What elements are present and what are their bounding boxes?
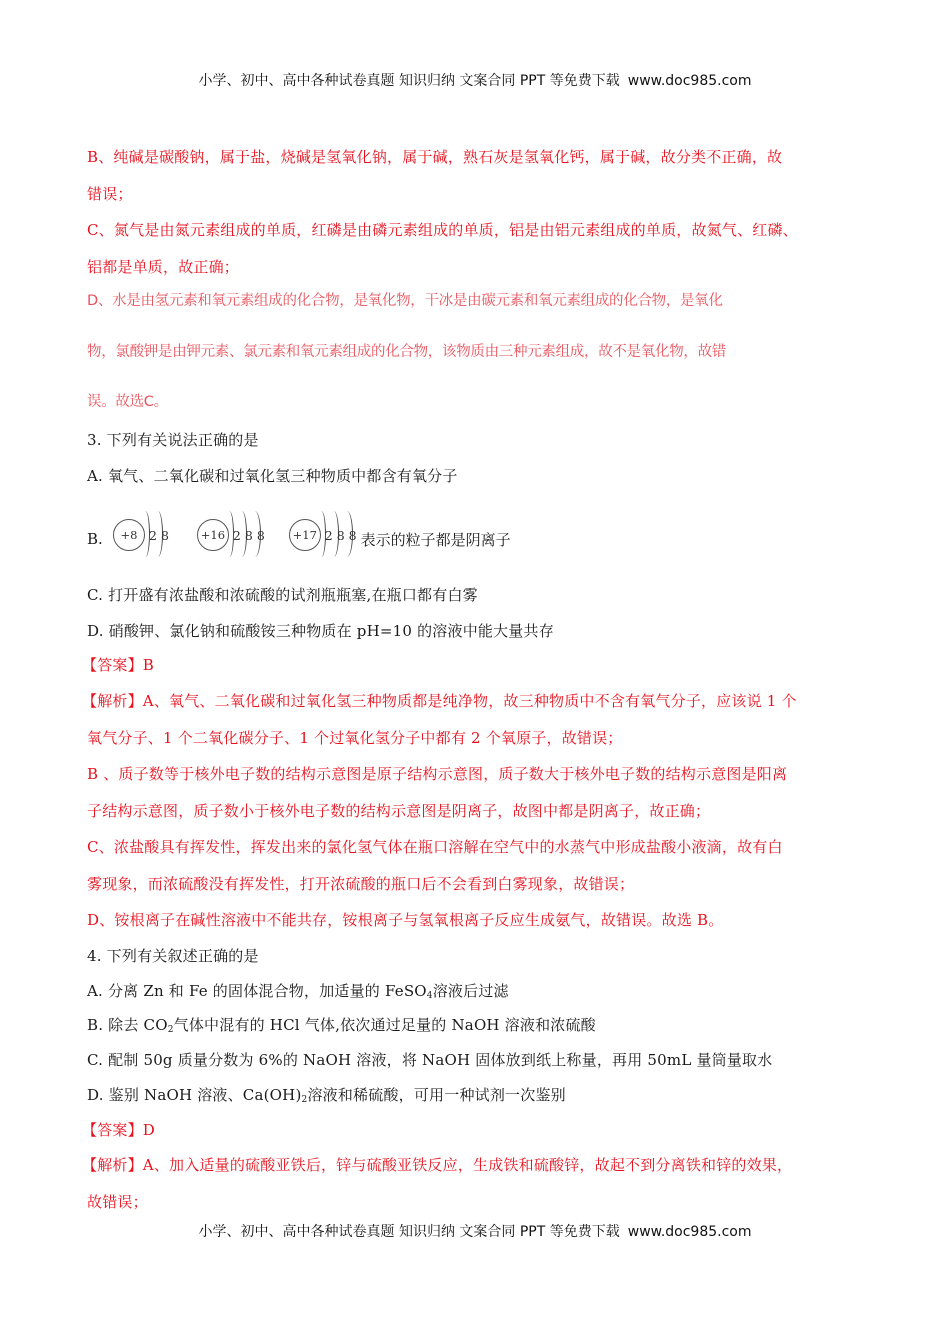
prev-analysis-b-line2: 错误； xyxy=(87,185,133,203)
atom-diagram-oxygen-ion xyxy=(113,507,171,563)
nucleus: +16 xyxy=(197,519,229,551)
footer-banner xyxy=(0,1221,950,1241)
q4-option-c: C. 配制 50g 质量分数为 6%的 NaOH 溶液，将 NaOH 固体放到纸上称量，再用 50mL 量筒量取水 xyxy=(87,1051,773,1069)
prev-analysis-b-line1: B、纯碱是碳酸钠，属于盐，烧碱是氢氧化钠，属于碱，熟石灰是氢氧化钙，属于碱，故分类不正确，故 xyxy=(87,148,783,166)
q3-analysis-b-line1: B 、质子数等于核外电子数的结构示意图是原子结构示意图，质子数大于核外电子数的结构示意图是阳离 xyxy=(87,765,788,783)
banner-text: 小学、初中、高中各种试卷真题 知识归纳 文案合同 PPT 等免费下载 xyxy=(198,1224,620,1240)
prev-analysis-c-line1: C、氮气是由氮元素组成的单质，红磷是由磷元素组成的单质，铝是由铝元素组成的单质，故氮气、红磷、 xyxy=(87,221,798,239)
prev-analysis-c-line2: 铝都是单质，故正确； xyxy=(87,258,240,276)
prev-analysis-d-line2: 物，氯酸钾是由钾元素、氯元素和氧元素组成的化合物，该物质由三种元素组成，故不是氧化物，故错 xyxy=(87,344,726,360)
electron-shells: 2 8 xyxy=(147,507,171,563)
nucleus: +8 xyxy=(113,519,145,551)
banner-url[interactable]: www.doc985.com xyxy=(627,1224,752,1240)
q4-stem: 4. 下列有关叙述正确的是 xyxy=(87,947,259,965)
q3-analysis-b-line2: 子结构示意图，质子数小于核外电子数的结构示意图是阴离子，故图中都是阴离子，故正确； xyxy=(87,802,711,820)
prev-analysis-d-line3: 误。故选C。 xyxy=(87,394,168,410)
q3-option-b-label: B. xyxy=(87,530,103,548)
q3-option-c: C. 打开盛有浓盐酸和浓硫酸的试剂瓶瓶塞,在瓶口都有白雾 xyxy=(87,586,478,604)
atom-diagram-sulfur-ion xyxy=(197,507,267,563)
q3-option-b-text: 表示的粒子都是阴离子 xyxy=(360,530,511,549)
q4-option-a: A. 分离 Zn 和 Fe 的固体混合物，加适量的 FeSO$_4$溶液后过滤 xyxy=(87,982,509,1001)
q4-analysis-a-line1: 【解析】A、加入适量的硫酸亚铁后，锌与硫酸亚铁反应，生成铁和硫酸锌，故起不到分离铁和锌的效果， xyxy=(82,1156,793,1174)
q3-analysis-a-line1: 【解析】A、氧气、二氧化碳和过氧化氢三种物质都是纯净物，故三种物质中不含有氧气分子，应该说 1 个 xyxy=(82,692,797,710)
q3-option-a: A. 氧气、二氧化碳和过氧化氢三种物质中都含有氧分子 xyxy=(87,467,458,485)
q4-option-b: B. 除去 $CO_2$气体中混有的 HCl 气体,依次通过足量的 NaOH 溶液和浓硫酸 xyxy=(87,1016,596,1035)
q3-option-d: D. 硝酸钾、氯化钠和硫酸铵三种物质在 pH=10 的溶液中能大量共存 xyxy=(87,622,554,640)
header-banner xyxy=(0,70,950,90)
banner-url[interactable]: www.doc985.com xyxy=(627,73,752,89)
q3-analysis-c-line2: 雾现象，而浓硫酸没有挥发性，打开浓硫酸的瓶口后不会看到白雾现象，故错误； xyxy=(87,875,635,893)
q3-analysis-a-line2: 氧气分子、1 个二氧化碳分子、1 个过氧化氢分子中都有 2 个氧原子，故错误； xyxy=(87,729,623,747)
nucleus: +17 xyxy=(289,519,321,551)
q4-analysis-a-line2: 故错误； xyxy=(87,1193,148,1211)
atom-diagram-chlorine-ion xyxy=(289,507,359,563)
q3-option-b xyxy=(87,505,511,565)
q3-analysis-c-line1: C、浓盐酸具有挥发性，挥发出来的氯化氢气体在瓶口溶解在空气中的水蒸气中形成盐酸小液滴，故有白 xyxy=(87,838,783,856)
atom-structure-diagrams xyxy=(113,507,359,563)
electron-shells: 2 8 8 xyxy=(231,507,267,563)
q4-answer: 【答案】D xyxy=(82,1121,156,1139)
q3-answer: 【答案】B xyxy=(82,656,155,674)
banner-text: 小学、初中、高中各种试卷真题 知识归纳 文案合同 PPT 等免费下载 xyxy=(198,73,620,89)
prev-analysis-d-line1: D、水是由氢元素和氧元素组成的化合物，是氧化物，干冰是由碳元素和氧元素组成的化合物，是氧化 xyxy=(87,293,723,309)
electron-shells: 2 8 8 xyxy=(323,507,359,563)
q3-stem: 3. 下列有关说法正确的是 xyxy=(87,431,259,449)
q3-analysis-d: D、铵根离子在碱性溶液中不能共存，铵根离子与氢氧根离子反应生成氨气，故错误。故选 B。 xyxy=(87,911,724,929)
q4-option-d: D. 鉴别 NaOH 溶液、$Ca(OH)_2$溶液和稀硫酸，可用一种试剂一次鉴别 xyxy=(87,1086,566,1105)
